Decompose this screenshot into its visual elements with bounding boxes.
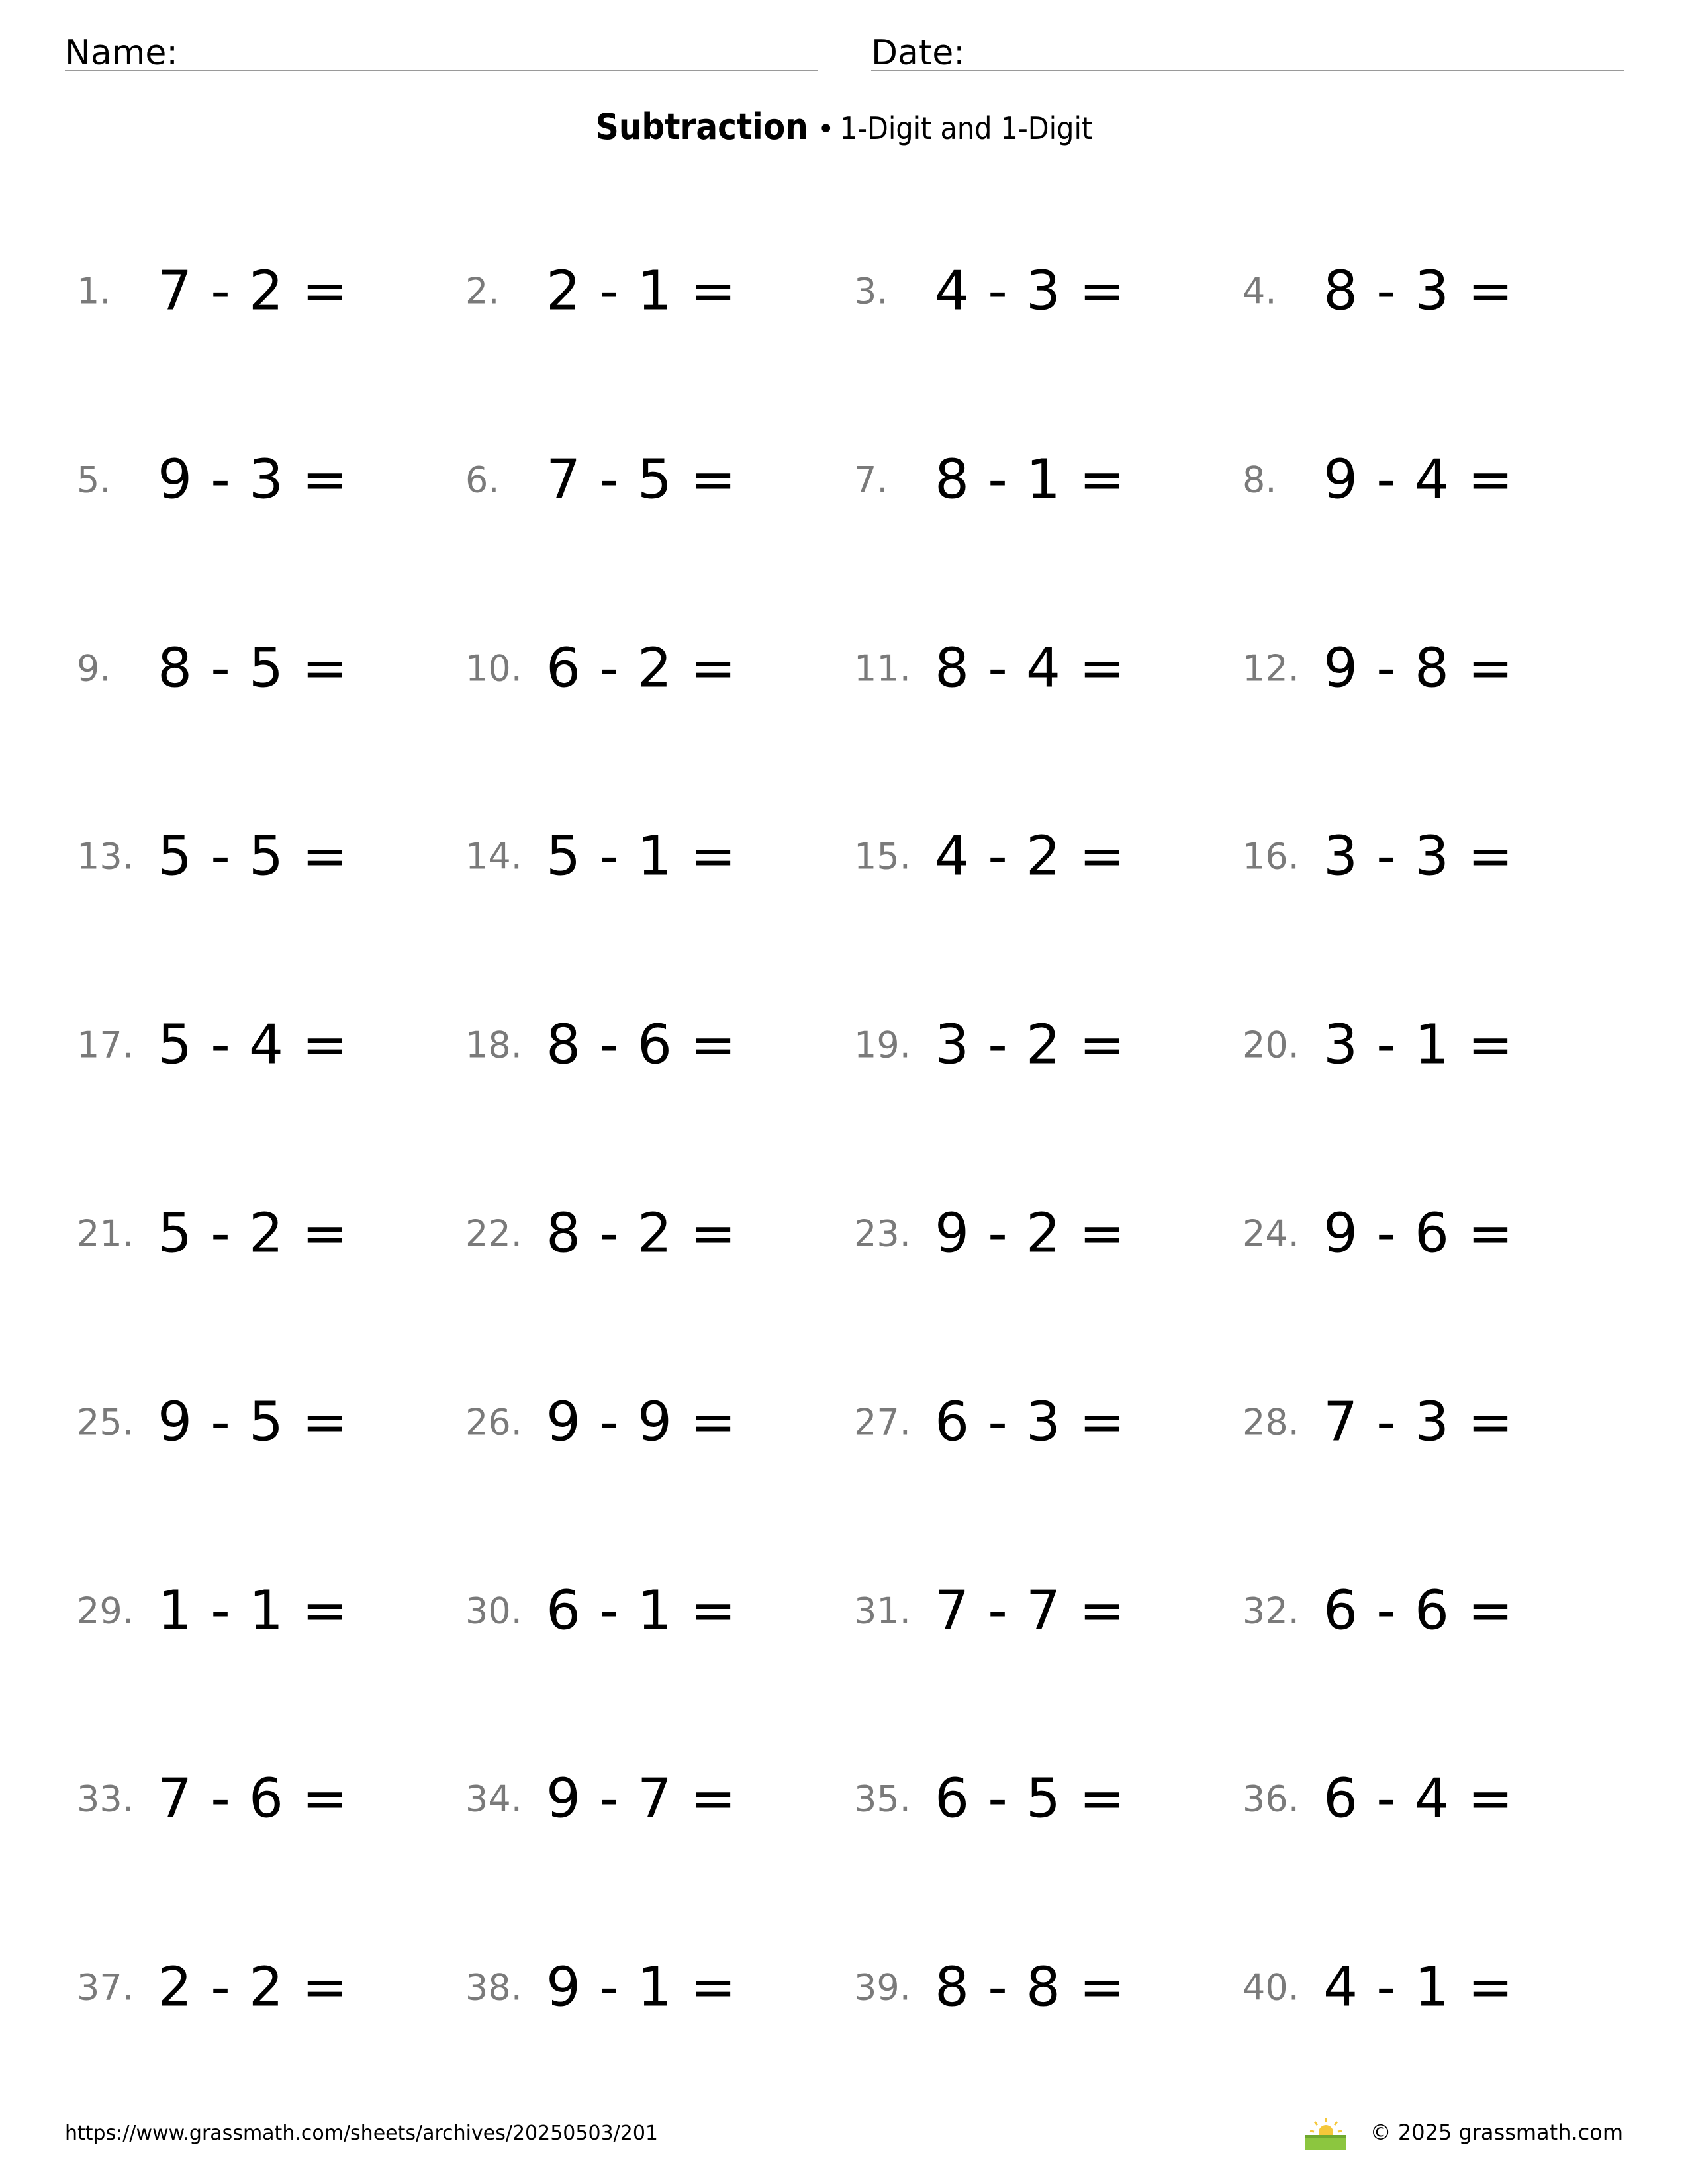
footer-copyright: © 2025 grassmath.com [1370, 2120, 1623, 2145]
problem-number: 2. [465, 270, 500, 312]
problem-item [465, 440, 836, 520]
problem-number: 3. [854, 270, 888, 312]
problem-number: 15. [854, 835, 911, 878]
problem-expression: 6 - 4 = [1323, 1767, 1514, 1831]
problem-expression: 5 - 2 = [158, 1202, 348, 1265]
problem-item [854, 1383, 1225, 1462]
problem-expression: 6 - 3 = [935, 1390, 1125, 1454]
problem-expression: 6 - 5 = [935, 1767, 1125, 1831]
problem-number: 13. [77, 835, 134, 878]
problem-expression: 7 - 3 = [1323, 1390, 1514, 1454]
date-field[interactable] [871, 24, 1624, 71]
problem-number: 32. [1243, 1590, 1299, 1632]
problem-item [1243, 817, 1613, 896]
problem-number: 21. [77, 1212, 134, 1255]
worksheet-title [0, 106, 1688, 148]
problem-item [1243, 251, 1613, 331]
problem-item [854, 251, 1225, 331]
problem-item [854, 440, 1225, 520]
problem-expression: 9 - 4 = [1323, 448, 1514, 512]
problem-expression: 9 - 7 = [546, 1767, 737, 1831]
footer-brand [1303, 2114, 1623, 2151]
problem-expression: 7 - 2 = [158, 259, 348, 323]
problem-item [465, 817, 836, 896]
problem-expression: 8 - 2 = [546, 1202, 737, 1265]
problem-expression: 7 - 6 = [158, 1767, 348, 1831]
problem-number: 25. [77, 1401, 134, 1443]
problem-expression: 8 - 5 = [158, 637, 348, 700]
problem-expression: 9 - 6 = [1323, 1202, 1514, 1265]
problem-item [1243, 629, 1613, 708]
problem-expression: 9 - 8 = [1323, 637, 1514, 700]
problem-number: 35. [854, 1778, 911, 1820]
problem-expression: 6 - 6 = [1323, 1579, 1514, 1643]
problem-item [77, 1383, 447, 1462]
problem-number: 23. [854, 1212, 911, 1255]
problem-item [1243, 440, 1613, 520]
problem-number: 34. [465, 1778, 522, 1820]
problem-number: 8. [1243, 459, 1277, 501]
problem-number: 7. [854, 459, 888, 501]
problem-number: 12. [1243, 647, 1299, 690]
problem-expression: 7 - 5 = [546, 448, 737, 512]
problem-item [465, 1383, 836, 1462]
problem-number: 22. [465, 1212, 522, 1255]
problem-item [1243, 1194, 1613, 1273]
problem-number: 16. [1243, 835, 1299, 878]
problem-number: 6. [465, 459, 500, 501]
problem-expression: 4 - 2 = [935, 825, 1125, 888]
problem-number: 30. [465, 1590, 522, 1632]
problem-number: 18. [465, 1024, 522, 1066]
problem-expression: 8 - 6 = [546, 1013, 737, 1077]
problem-number: 10. [465, 647, 522, 690]
problem-item [854, 1571, 1225, 1651]
problem-number: 36. [1243, 1778, 1299, 1820]
problem-item [465, 251, 836, 331]
problem-item [77, 1759, 447, 1839]
problem-number: 24. [1243, 1212, 1299, 1255]
problem-number: 31. [854, 1590, 911, 1632]
problem-expression: 8 - 8 = [935, 1956, 1125, 2019]
problem-number: 26. [465, 1401, 522, 1443]
problem-expression: 8 - 4 = [935, 637, 1125, 700]
problem-item [854, 1948, 1225, 2027]
problem-expression: 5 - 4 = [158, 1013, 348, 1077]
problem-number: 4. [1243, 270, 1277, 312]
problem-item [77, 251, 447, 331]
problem-number: 11. [854, 647, 911, 690]
problem-item [854, 1194, 1225, 1273]
problem-item [465, 1005, 836, 1085]
problem-expression: 6 - 1 = [546, 1579, 737, 1643]
problem-number: 20. [1243, 1024, 1299, 1066]
problem-expression: 8 - 1 = [935, 448, 1125, 512]
problem-item [1243, 1948, 1613, 2027]
problem-item [854, 817, 1225, 896]
problem-item [1243, 1571, 1613, 1651]
problem-expression: 1 - 1 = [158, 1579, 348, 1643]
problem-item [1243, 1383, 1613, 1462]
problem-number: 37. [77, 1966, 134, 2009]
problem-number: 38. [465, 1966, 522, 2009]
problem-item [77, 817, 447, 896]
problem-number: 14. [465, 835, 522, 878]
problem-item [77, 1571, 447, 1651]
problem-number: 17. [77, 1024, 134, 1066]
problem-expression: 9 - 5 = [158, 1390, 348, 1454]
name-label: Name: [65, 33, 178, 73]
footer-url: https://www.grassmath.com/sheets/archives/20250503/201 [65, 2122, 659, 2145]
problem-item [465, 1571, 836, 1651]
problem-expression: 8 - 3 = [1323, 259, 1514, 323]
problem-expression: 6 - 2 = [546, 637, 737, 700]
problem-expression: 4 - 3 = [935, 259, 1125, 323]
problem-item [77, 1948, 447, 2027]
title-main: Subtraction [595, 106, 808, 148]
problem-item [77, 1194, 447, 1273]
problem-expression: 9 - 9 = [546, 1390, 737, 1454]
problem-item [1243, 1005, 1613, 1085]
problem-expression: 9 - 1 = [546, 1956, 737, 2019]
problem-item [854, 1759, 1225, 1839]
problem-expression: 7 - 7 = [935, 1579, 1125, 1643]
problem-number: 40. [1243, 1966, 1299, 2009]
problem-number: 27. [854, 1401, 911, 1443]
problem-item [465, 1948, 836, 2027]
problem-number: 28. [1243, 1401, 1299, 1443]
name-field[interactable] [65, 24, 818, 71]
problem-item [854, 1005, 1225, 1085]
problem-number: 5. [77, 459, 111, 501]
problem-expression: 3 - 1 = [1323, 1013, 1514, 1077]
title-subtitle: 1-Digit and 1-Digit [839, 111, 1093, 146]
problem-expression: 2 - 2 = [158, 1956, 348, 2019]
problem-expression: 4 - 1 = [1323, 1956, 1514, 2019]
problem-number: 39. [854, 1966, 911, 2009]
problem-number: 29. [77, 1590, 134, 1632]
problem-number: 9. [77, 647, 111, 690]
problem-number: 33. [77, 1778, 134, 1820]
problem-item [465, 629, 836, 708]
problem-expression: 5 - 5 = [158, 825, 348, 888]
problem-item [854, 629, 1225, 708]
grassmath-logo-icon [1303, 2114, 1349, 2151]
problem-expression: 3 - 2 = [935, 1013, 1125, 1077]
problem-item [465, 1194, 836, 1273]
problem-item [1243, 1759, 1613, 1839]
problem-expression: 9 - 3 = [158, 448, 348, 512]
problem-number: 1. [77, 270, 111, 312]
problem-item [77, 1005, 447, 1085]
problem-expression: 3 - 3 = [1323, 825, 1514, 888]
date-label: Date: [871, 33, 965, 73]
problem-expression: 2 - 1 = [546, 259, 737, 323]
title-separator: • [817, 113, 835, 146]
problem-item [77, 440, 447, 520]
problem-expression: 5 - 1 = [546, 825, 737, 888]
problem-expression: 9 - 2 = [935, 1202, 1125, 1265]
problem-item [77, 629, 447, 708]
problem-number: 19. [854, 1024, 911, 1066]
problem-item [465, 1759, 836, 1839]
